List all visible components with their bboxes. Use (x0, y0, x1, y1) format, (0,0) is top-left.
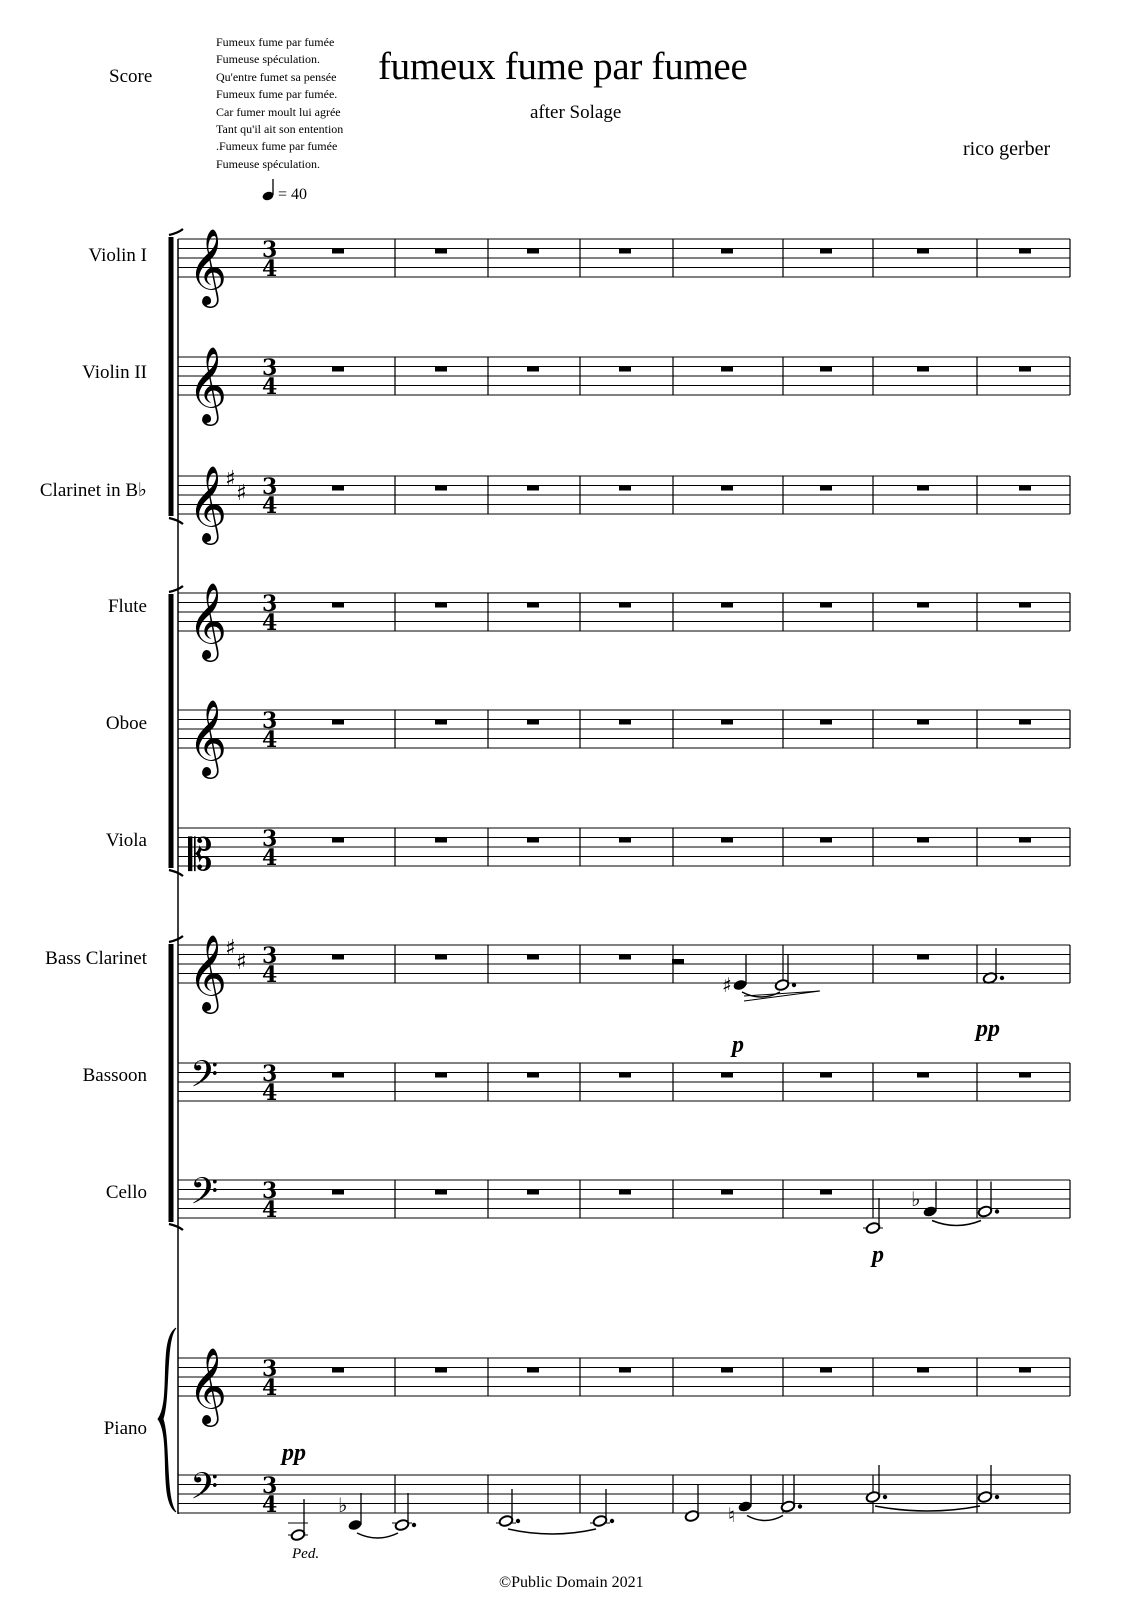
whole-rest (820, 249, 832, 254)
staff (178, 582, 1070, 662)
whole-rest (527, 1368, 539, 1373)
whole-rest (527, 603, 539, 608)
whole-rest (820, 603, 832, 608)
whole-rest (721, 249, 733, 254)
augmentation-dot (798, 1504, 802, 1508)
whole-rest (435, 367, 447, 372)
whole-rest (1019, 367, 1031, 372)
whole-rest (527, 249, 539, 254)
whole-rest (619, 486, 631, 491)
half-rest (672, 959, 684, 964)
tie (932, 1221, 981, 1226)
whole-rest (332, 1190, 344, 1195)
flat-icon: ♭ (911, 1187, 921, 1211)
staff (178, 346, 1070, 426)
time-signature-top: 3 (262, 826, 278, 852)
whole-rest (721, 1073, 733, 1078)
augmentation-dot (412, 1523, 416, 1527)
augmentation-dot (995, 1495, 999, 1499)
whole-rest (435, 1190, 447, 1195)
instrument-label-violin-2: Violin II (82, 362, 147, 383)
treble-clef-icon: 𝄞 (188, 346, 228, 423)
sharp-icon: ♯ (236, 481, 247, 506)
poem-line: Fumeuse spéculation. (216, 156, 320, 171)
whole-rest (917, 367, 929, 372)
whole-rest (917, 486, 929, 491)
whole-rest (527, 1190, 539, 1195)
staff (178, 934, 1070, 1014)
whole-rest (917, 955, 929, 960)
time-signature-bottom: 4 (262, 1080, 278, 1106)
time-signature-bottom: 4 (262, 610, 278, 636)
time-signature-top: 3 (262, 1061, 278, 1087)
augmentation-dot (516, 1519, 520, 1523)
staff (178, 1347, 1070, 1427)
time-signature-top: 3 (262, 708, 278, 734)
poem-line: Fumeux fume par fumée. (216, 87, 338, 102)
instrument-label-viola: Viola (105, 830, 147, 851)
alto-clef-icon: 𝄡 (188, 830, 213, 881)
piano-brace (158, 1328, 176, 1512)
sharp-icon: ♯ (225, 936, 236, 961)
whole-rest (332, 955, 344, 960)
whole-rest (820, 1190, 832, 1195)
augmentation-dot (1000, 976, 1004, 980)
whole-rest (435, 955, 447, 960)
poem-line: Tant qu'il ait son entention (216, 122, 344, 137)
whole-rest (619, 955, 631, 960)
treble-clef-icon: 𝄞 (188, 465, 228, 542)
whole-rest (721, 838, 733, 843)
whole-rest (820, 486, 832, 491)
whole-rest (917, 249, 929, 254)
copyright-notice: ©Public Domain 2021 (499, 1574, 644, 1591)
time-signature-bottom: 4 (262, 1492, 278, 1518)
sharp-icon: ♯ (722, 973, 732, 997)
whole-rest (1019, 249, 1031, 254)
flat-icon: ♭ (338, 1493, 348, 1517)
whole-rest (721, 603, 733, 608)
whole-rest (1019, 1073, 1031, 1078)
whole-rest (721, 720, 733, 725)
whole-rest (820, 1368, 832, 1373)
instrument-label-piano: Piano (103, 1418, 147, 1439)
poem-line: Fumeux fume par fumée (216, 35, 335, 49)
whole-rest (332, 486, 344, 491)
whole-rest (435, 603, 447, 608)
tempo-marking: = 40 (278, 186, 308, 203)
time-signature-top: 3 (262, 474, 278, 500)
natural-icon: ♮ (728, 1503, 736, 1527)
time-signature-top: 3 (262, 355, 278, 381)
whole-rest (721, 367, 733, 372)
sharp-icon: ♯ (236, 950, 247, 975)
treble-clef-icon: 𝄞 (188, 934, 228, 1011)
tempo-note-icon (261, 179, 274, 202)
bracket-woodwinds (169, 586, 183, 876)
whole-rest (917, 838, 929, 843)
whole-rest (527, 720, 539, 725)
augmentation-dot (610, 1519, 614, 1523)
tie (357, 1533, 398, 1538)
whole-rest (619, 1190, 631, 1195)
bass-clef-icon: 𝄢 (190, 1170, 219, 1222)
score-label: Score (109, 66, 153, 87)
time-signature-top: 3 (262, 237, 278, 263)
poem-line: Fumeuse spéculation. (216, 52, 320, 67)
whole-rest (332, 249, 344, 254)
augmentation-dot (883, 1495, 887, 1499)
tie (508, 1529, 596, 1534)
time-signature-top: 3 (262, 591, 278, 617)
instrument-label-flute: Flute (107, 596, 147, 617)
composer-name: rico gerber (963, 138, 1051, 160)
whole-rest (917, 720, 929, 725)
tie (747, 1516, 783, 1521)
time-signature-top: 3 (262, 943, 278, 969)
score-subtitle: after Solage (530, 102, 622, 123)
whole-rest (619, 1073, 631, 1078)
whole-rest (435, 838, 447, 843)
whole-rest (332, 720, 344, 725)
whole-rest (820, 720, 832, 725)
whole-rest (435, 486, 447, 491)
treble-clef-icon: 𝄞 (188, 1347, 228, 1424)
whole-rest (332, 1073, 344, 1078)
time-signature-top: 3 (262, 1473, 278, 1499)
whole-rest (619, 720, 631, 725)
instrument-label-oboe: Oboe (105, 713, 147, 734)
poem-line: Qu'entre fumet sa pensée (216, 69, 337, 84)
augmentation-dot (995, 1209, 999, 1213)
whole-rest (619, 838, 631, 843)
whole-rest (527, 838, 539, 843)
time-signature-bottom: 4 (262, 962, 278, 988)
whole-rest (435, 720, 447, 725)
whole-rest (527, 486, 539, 491)
whole-rest (435, 249, 447, 254)
sharp-icon: ♯ (225, 467, 236, 492)
instrument-label-cello: Cello (105, 1182, 147, 1203)
whole-rest (721, 1190, 733, 1195)
whole-rest (619, 603, 631, 608)
whole-rest (332, 603, 344, 608)
whole-rest (1019, 838, 1031, 843)
staff (178, 228, 1070, 308)
bass-clef-icon: 𝄢 (190, 1053, 219, 1105)
treble-clef-icon: 𝄞 (188, 582, 228, 659)
whole-rest (527, 367, 539, 372)
bracket-low (169, 936, 183, 1230)
whole-rest (332, 1368, 344, 1373)
staff (178, 699, 1070, 779)
treble-clef-icon: 𝄞 (188, 228, 228, 305)
whole-rest (619, 367, 631, 372)
dynamic-cello-p: p (872, 1242, 884, 1268)
whole-rest (332, 838, 344, 843)
whole-rest (820, 838, 832, 843)
time-signature-bottom: 4 (262, 1197, 278, 1223)
time-signature-bottom: 4 (262, 256, 278, 282)
augmentation-dot (792, 983, 796, 987)
whole-rest (917, 603, 929, 608)
bass-clef-icon: 𝄢 (190, 1465, 219, 1517)
staff (178, 465, 1070, 545)
whole-rest (619, 1368, 631, 1373)
tie (875, 1506, 980, 1511)
poem-line: .Fumeux fume par fumée (216, 139, 338, 154)
poem-line: Car fumer moult lui agrée (216, 104, 341, 119)
dynamic-piano-pp: pp (282, 1440, 306, 1466)
whole-rest (332, 367, 344, 372)
whole-rest (721, 1368, 733, 1373)
whole-rest (820, 367, 832, 372)
whole-rest (917, 1368, 929, 1373)
instrument-label-bass-clarinet: Bass Clarinet (45, 948, 147, 969)
treble-clef-icon: 𝄞 (188, 699, 228, 776)
time-signature-bottom: 4 (262, 374, 278, 400)
whole-rest (1019, 486, 1031, 491)
whole-rest (619, 249, 631, 254)
time-signature-top: 3 (262, 1178, 278, 1204)
whole-rest (435, 1073, 447, 1078)
whole-rest (1019, 720, 1031, 725)
pedal-mark: Ped. (292, 1546, 320, 1562)
staff (178, 1054, 1070, 1107)
whole-rest (721, 486, 733, 491)
whole-rest (917, 1073, 929, 1078)
score-title: fumeux fume par fumee (378, 45, 748, 88)
time-signature-bottom: 4 (262, 493, 278, 519)
whole-rest (1019, 603, 1031, 608)
whole-rest (527, 1073, 539, 1078)
instrument-label-clarinet: Clarinet in B♭ (39, 480, 147, 501)
whole-rest (435, 1368, 447, 1373)
time-signature-top: 3 (262, 1356, 278, 1382)
staff (178, 826, 1070, 881)
whole-rest (1019, 1368, 1031, 1373)
whole-rest (527, 955, 539, 960)
time-signature-bottom: 4 (262, 1375, 278, 1401)
time-signature-bottom: 4 (262, 727, 278, 753)
time-signature-bottom: 4 (262, 845, 278, 871)
instrument-label-violin-1: Violin I (88, 245, 147, 266)
dynamic-bass-clarinet-p: p (732, 1032, 744, 1058)
dynamic-bass-clarinet-pp: pp (976, 1016, 1000, 1042)
whole-rest (820, 1073, 832, 1078)
instrument-label-bassoon: Bassoon (82, 1065, 147, 1086)
